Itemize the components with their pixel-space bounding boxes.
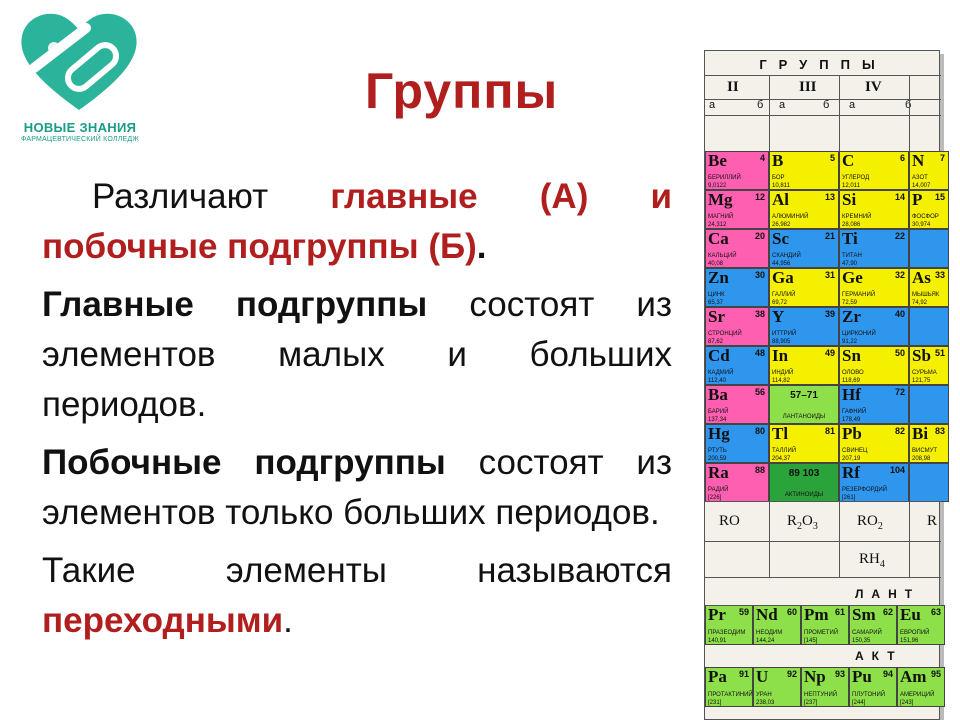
atomic-mass: [261] [842, 495, 856, 501]
lanthanides-label: ЛАНТ [855, 587, 921, 601]
atomic-number: 51 [934, 348, 945, 358]
atomic-number: 82 [894, 426, 905, 436]
element-cell [705, 385, 769, 424]
element-name: ТАЛЛИЙ [772, 448, 797, 454]
element-name: ПЛУТОНИЙ [852, 692, 886, 698]
element-name: УРАН [756, 692, 772, 698]
atomic-mass: 144,24 [756, 638, 775, 644]
element-cell [753, 667, 801, 707]
element-name: ВИСМУТ [912, 448, 938, 454]
atomic-number: 15 [934, 192, 945, 202]
element-name: СУРЬМА [912, 370, 937, 376]
atomic-mass: 137,34 [708, 417, 727, 423]
subgroup-mark: а [709, 99, 716, 111]
element-cell [769, 385, 839, 424]
element-cell [769, 424, 839, 463]
element-symbol: Rf [842, 463, 860, 482]
periodic-table-fragment [704, 50, 945, 720]
element-name: ЦИНК [708, 292, 725, 298]
element-symbol: B [772, 151, 784, 170]
element-cell [839, 268, 909, 307]
element-cell [909, 307, 949, 346]
element-name: КРЕМНИЙ [842, 214, 872, 220]
atomic-mass: [145] [804, 638, 818, 644]
atomic-mass: 72,59 [842, 300, 858, 306]
periodic-table [704, 50, 945, 720]
element-name: ПРОМЕТИЙ [804, 630, 839, 636]
element-cell [897, 667, 945, 707]
atomic-number: 95 [930, 669, 941, 679]
atomic-mass: 208,98 [912, 456, 931, 462]
atomic-number: 83 [934, 426, 945, 436]
element-cell [909, 385, 949, 424]
subgroup-mark: б [823, 99, 830, 111]
group-number: III [799, 79, 817, 95]
element-symbol: Sr [708, 307, 725, 326]
element-cell [839, 385, 909, 424]
element-symbol: Ra [708, 463, 729, 482]
slide-title: Группы [365, 63, 559, 119]
atomic-number: 49 [824, 348, 835, 358]
element-symbol: C [842, 151, 855, 170]
atomic-number: 30 [754, 270, 765, 280]
element-name: ЕВРОПИЙ [900, 630, 930, 636]
paragraph-1 [42, 172, 672, 272]
atomic-mass: 178,49 [842, 417, 861, 423]
element-cell [839, 229, 909, 268]
element-name: ИНДИЙ [772, 370, 794, 376]
element-symbol: Y [772, 307, 785, 326]
heart-capsule-icon [14, 8, 144, 118]
element-cell [897, 605, 945, 645]
element-cell [849, 605, 897, 645]
element-symbol: Si [842, 190, 857, 209]
logo-subtitle: ФАРМАЦЕВТИЧЕСКИЙ КОЛЛЕДЖ [21, 136, 139, 143]
oxide-formula: RO [719, 513, 740, 529]
element-symbol: Pm [804, 605, 829, 624]
atomic-mass: 87,62 [708, 339, 724, 345]
element-symbol: Bi [912, 424, 929, 443]
element-cell [909, 151, 949, 190]
atomic-number: 61 [834, 607, 845, 617]
atomic-mass: 65,37 [708, 300, 724, 306]
atomic-mass: 91,22 [842, 339, 858, 345]
atomic-number: 88 [754, 465, 765, 475]
element-cell [769, 346, 839, 385]
element-name: ИТТРИЙ [772, 331, 797, 337]
element-symbol: Ge [842, 268, 863, 287]
atomic-number: 14 [894, 192, 905, 202]
atomic-number: 32 [894, 270, 905, 280]
atomic-mass: [243] [900, 700, 914, 706]
element-symbol: Am [900, 667, 927, 686]
atomic-number: 104 [889, 465, 905, 475]
element-cell [909, 268, 949, 307]
element-cell [839, 346, 909, 385]
element-name: ПРАЗЕОДИМ [708, 630, 746, 636]
element-symbol: Ba [708, 385, 728, 404]
element-symbol: As [912, 268, 931, 287]
group-number: IV [865, 79, 882, 95]
element-symbol: Pb [842, 424, 862, 443]
p1-period: . [476, 227, 487, 266]
element-symbol: Mg [708, 190, 733, 209]
element-cell [839, 307, 909, 346]
atomic-mass: 30,974 [912, 222, 931, 228]
element-symbol: Sb [912, 346, 931, 365]
atomic-mass: [244] [852, 700, 866, 706]
element-name: БОР [772, 175, 785, 181]
element-cell [705, 268, 769, 307]
element-cell [705, 346, 769, 385]
atomic-mass: 69,72 [772, 300, 788, 306]
element-name: НЕОДИМ [756, 630, 783, 636]
element-symbol: Zr [842, 307, 861, 326]
atomic-number: 20 [754, 231, 765, 241]
atomic-mass: 118,69 [842, 378, 860, 384]
p3-text: состоят из элементов только больших периодов. [42, 443, 673, 532]
element-cell [839, 190, 909, 229]
atomic-mass: [226] [708, 495, 722, 501]
element-name: ГЕРМАНИЙ [842, 292, 876, 298]
element-symbol: Be [708, 151, 727, 170]
atomic-mass: 114,82 [772, 378, 790, 384]
element-name: АЗОТ [912, 175, 928, 181]
element-cell [705, 605, 753, 645]
element-cell [769, 190, 839, 229]
element-symbol: U [756, 667, 769, 686]
element-symbol: P [912, 190, 923, 209]
element-name: БЕРИЛЛИЙ [708, 175, 741, 181]
groups-header: ГРУППЫ [759, 57, 887, 72]
element-symbol: Zn [708, 268, 729, 287]
element-name: МЫШЬЯК [912, 292, 940, 298]
element-cell [839, 151, 909, 190]
element-symbol: Hf [842, 385, 861, 404]
element-name: СКАНДИЙ [772, 253, 801, 259]
element-cell [849, 667, 897, 707]
element-name: РАДИЙ [708, 487, 729, 493]
atomic-number: 5 [829, 153, 835, 163]
atomic-mass: 10,811 [772, 183, 790, 189]
subgroup-mark: а [779, 99, 786, 111]
element-cell [705, 151, 769, 190]
element-name: СВИНЕЦ [842, 448, 868, 454]
element-name: ПРОТАКТИНИЙ [708, 692, 753, 698]
atomic-number: 92 [786, 669, 797, 679]
atomic-mass: [237] [804, 700, 818, 706]
atomic-number: 62 [882, 607, 893, 617]
atomic-mass: 40,08 [708, 261, 724, 267]
atomic-mass: 44,956 [772, 261, 791, 267]
atomic-number: 60 [786, 607, 797, 617]
subgroup-mark: б [905, 99, 912, 111]
element-name: ЦИРКОНИЙ [842, 331, 876, 337]
element-range: 57–71 [790, 390, 818, 401]
atomic-mass: 207,19 [842, 456, 861, 462]
element-symbol: Hg [708, 424, 730, 443]
element-cell [769, 268, 839, 307]
atomic-number: 56 [754, 387, 765, 397]
atomic-number: 33 [934, 270, 945, 280]
element-cell [909, 463, 949, 502]
element-symbol: Ca [708, 229, 729, 248]
element-cell [909, 229, 949, 268]
atomic-mass: 238,03 [756, 700, 775, 706]
element-name: РТУТЬ [708, 448, 727, 454]
atomic-number: 80 [754, 426, 765, 436]
element-name: АМЕРИЦИЙ [900, 692, 935, 698]
subgroup-mark: а [849, 99, 856, 111]
element-range: 89 103 [788, 468, 820, 479]
element-name: ГАФНИЙ [842, 409, 867, 415]
element-symbol: In [772, 346, 789, 365]
element-name: КАЛЬЦИЙ [708, 253, 737, 259]
element-cell [705, 667, 753, 707]
atomic-number: 81 [824, 426, 835, 436]
p4-highlight: переходными [42, 601, 284, 640]
element-cell [769, 463, 839, 502]
atomic-number: 63 [930, 607, 941, 617]
element-symbol: Nd [756, 605, 778, 624]
atomic-mass: 14,007 [912, 183, 931, 189]
paragraph-2 [42, 280, 672, 430]
element-name: ГАЛЛИЙ [772, 292, 796, 298]
atomic-number: 59 [738, 607, 749, 617]
p4-period: . [283, 601, 293, 640]
atomic-mass: 204,37 [772, 456, 791, 462]
group-number: II [727, 79, 739, 95]
element-cell [801, 667, 849, 707]
subgroup-mark: б [757, 99, 764, 111]
p3-term: Побочные подгруппы [42, 443, 446, 482]
atomic-number: 12 [754, 192, 765, 202]
element-symbol: Pu [852, 667, 872, 686]
oxide-formula: $R_2O_3$ [787, 513, 818, 532]
element-name: УГЛЕРОД [842, 175, 870, 181]
element-symbol: Sc [772, 229, 789, 248]
atomic-number: 40 [894, 309, 905, 319]
logo-name: НОВЫЕ ЗНАНИЯ [23, 120, 137, 135]
element-symbol: Ga [772, 268, 794, 287]
element-name: ТИТАН [842, 253, 862, 259]
element-cell [769, 229, 839, 268]
element-symbol: Pr [708, 605, 726, 624]
atomic-mass: [231] [708, 700, 722, 706]
atomic-mass: 12,011 [842, 183, 860, 189]
element-name: КАДМИЙ [708, 370, 734, 376]
atomic-mass: 88,905 [772, 339, 791, 345]
element-cell [769, 151, 839, 190]
element-cell [705, 424, 769, 463]
element-cell [705, 229, 769, 268]
element-cell [705, 307, 769, 346]
element-symbol: Pa [708, 667, 727, 686]
p2-text: состоят из элементов малых и больших периодов. [42, 285, 672, 424]
college-logo [10, 8, 150, 148]
element-symbol: N [912, 151, 925, 170]
element-symbol: Np [804, 667, 826, 686]
p1-text: Различают [92, 177, 331, 216]
atomic-number: 21 [824, 231, 835, 241]
element-name: НЕПТУНИЙ [804, 692, 838, 698]
element-cell [909, 190, 949, 229]
element-symbol: Ti [842, 229, 858, 248]
atomic-mass: 140,91 [708, 638, 727, 644]
element-symbol: Al [772, 190, 789, 209]
p2-term: Главные подгруппы [42, 285, 428, 324]
element-name: БАРИЙ [708, 409, 729, 415]
atomic-mass: 151,96 [900, 638, 919, 644]
element-name: ФОСФОР [912, 214, 939, 220]
p4-text: Такие элементы называются [42, 551, 672, 590]
atomic-number: 13 [824, 192, 835, 202]
element-name: САМАРИЙ [852, 630, 882, 636]
element-cell [769, 307, 839, 346]
atomic-number: 72 [894, 387, 905, 397]
paragraph-4 [42, 546, 672, 646]
element-symbol: Sn [842, 346, 861, 365]
paragraph-3 [42, 438, 672, 538]
actinides-label: АКТ [855, 649, 903, 663]
atomic-mass: 121,75 [912, 378, 931, 384]
atomic-number: 38 [754, 309, 765, 319]
element-cell [839, 424, 909, 463]
element-cell [801, 605, 849, 645]
element-cell [753, 605, 801, 645]
atomic-number: 39 [824, 309, 835, 319]
oxide-formula: R [927, 513, 938, 529]
p1-highlight: главные (А) и побочные подгруппы (Б) [42, 177, 673, 266]
atomic-number: 6 [899, 153, 905, 163]
atomic-number: 4 [759, 153, 765, 163]
element-name: РЕЗЕРФОРДИЙ [842, 487, 887, 493]
hydride-formula: $RH_4$ [859, 551, 885, 570]
atomic-number: 22 [894, 231, 905, 241]
atomic-number: 94 [882, 669, 893, 679]
element-cell [839, 463, 909, 502]
element-name: МАГНИЙ [708, 214, 734, 220]
atomic-mass: 9,0122 [708, 183, 727, 189]
atomic-mass: 150,35 [852, 638, 871, 644]
element-cell [705, 190, 769, 229]
element-name: ЛАНТАНОИДЫ [782, 414, 826, 420]
element-name: АКТИНОИДЫ [784, 492, 824, 498]
atomic-mass: 47,90 [842, 261, 858, 267]
element-symbol: Cd [708, 346, 730, 365]
element-name: СТРОНЦИЙ [708, 331, 742, 337]
element-name: ОЛОВО [842, 370, 864, 376]
slide-body [42, 172, 672, 646]
oxide-formula: $RO_2$ [857, 513, 883, 532]
atomic-number: 7 [939, 153, 945, 163]
element-symbol: Tl [772, 424, 789, 443]
element-name: АЛЮМИНИЙ [772, 214, 809, 220]
element-symbol: Eu [900, 605, 921, 624]
atomic-number: 91 [738, 669, 749, 679]
atomic-mass: 24,312 [708, 222, 727, 228]
atomic-mass: 74,92 [912, 300, 928, 306]
atomic-number: 31 [824, 270, 835, 280]
atomic-mass: 26,982 [772, 222, 791, 228]
atomic-mass: 28,086 [842, 222, 861, 228]
element-cell [909, 424, 949, 463]
element-cell [705, 463, 769, 502]
atomic-number: 93 [834, 669, 845, 679]
element-cell [909, 346, 949, 385]
atomic-mass: 112,40 [708, 378, 726, 384]
element-symbol: Sm [852, 605, 876, 624]
atomic-number: 50 [894, 348, 905, 358]
atomic-mass: 200,59 [708, 456, 727, 462]
atomic-number: 48 [754, 348, 765, 358]
